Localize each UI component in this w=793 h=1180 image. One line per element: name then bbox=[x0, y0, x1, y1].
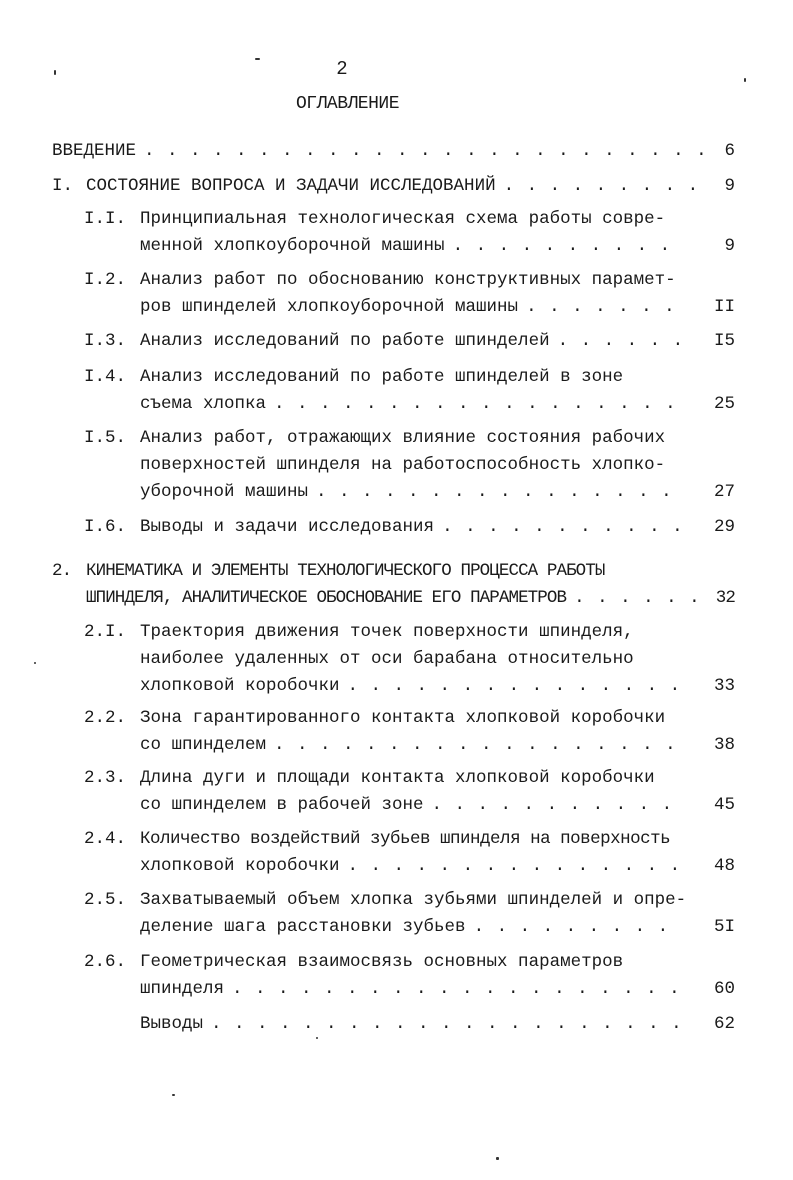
toc-chapter-2 bbox=[52, 558, 735, 612]
toc-section-1-4 bbox=[84, 364, 735, 418]
toc-section-1-5 bbox=[84, 425, 735, 506]
section-title-line: Захватываемый объем хлопка зубьями шпинделей и опре- bbox=[140, 890, 687, 910]
toc-section-1-6 bbox=[84, 514, 735, 541]
section-page: I5 bbox=[713, 331, 735, 351]
section-number: 2.4. bbox=[84, 829, 127, 849]
toc-line bbox=[140, 233, 680, 260]
section-title-line: Геометрическая взаимосвязь основных параметров bbox=[140, 952, 624, 972]
chapter-title-line: КИНЕМАТИКА И ЭЛЕМЕНТЫ ТЕХНОЛОГИЧЕСКОГО ПРОЦЕССА РАБОТЫ bbox=[86, 561, 605, 581]
section-title-line: поверхностей шпинделя на работоспособность хлопко- bbox=[140, 455, 666, 475]
section-number: I.I. bbox=[84, 209, 127, 229]
section-title-line: деление шага расстановки зубьев bbox=[140, 917, 466, 937]
dot-leader bbox=[348, 853, 680, 880]
dot-leader bbox=[474, 914, 680, 941]
section-title-line: Длина дуги и площади контакта хлопковой коробочки bbox=[140, 768, 655, 788]
section-title-line: наиболее удаленных от оси барабана относительно bbox=[140, 649, 634, 669]
toc-entry-label: ВВЕДЕНИЕ bbox=[52, 141, 137, 161]
dot-leader bbox=[232, 976, 680, 1003]
dot-leader bbox=[211, 1011, 680, 1038]
section-page: 27 bbox=[713, 482, 735, 502]
scan-speck bbox=[54, 70, 56, 75]
section-number: I.4. bbox=[84, 367, 127, 387]
chapter-number: I. bbox=[52, 176, 74, 196]
section-page: 29 bbox=[713, 517, 735, 537]
section-title-line: шпинделя bbox=[140, 979, 225, 999]
section-number: I.3. bbox=[84, 331, 127, 351]
section-number: I.5. bbox=[84, 428, 127, 448]
section-title-line: Выводы и задачи исследования bbox=[140, 517, 435, 537]
toc-line bbox=[140, 853, 680, 880]
toc-line bbox=[140, 294, 680, 321]
toc-section-2-4 bbox=[84, 826, 735, 880]
section-number: 2.6. bbox=[84, 952, 127, 972]
dot-leader bbox=[442, 514, 680, 541]
section-number: 2.2. bbox=[84, 708, 127, 728]
scan-speck bbox=[496, 1157, 499, 1160]
toc-section-2-1 bbox=[84, 619, 735, 700]
chapter-number: 2. bbox=[52, 561, 72, 581]
toc-entry-intro bbox=[52, 138, 735, 165]
toc-line bbox=[140, 914, 680, 941]
dot-leader bbox=[453, 233, 680, 260]
toc-line bbox=[140, 792, 680, 819]
section-title-line: Анализ работ, отражающих влияние состояния рабочих bbox=[140, 428, 666, 448]
toc-section-2-3 bbox=[84, 765, 735, 819]
toc-line bbox=[140, 391, 680, 418]
section-title-line: менной хлопкоуборочной машины bbox=[140, 236, 445, 256]
section-number: I.6. bbox=[84, 517, 127, 537]
section-title-line: Анализ исследований по работе шпинделей bbox=[140, 331, 550, 351]
toc-entry-page: 6 bbox=[724, 141, 735, 161]
section-page: 60 bbox=[713, 979, 735, 999]
section-number: I.2. bbox=[84, 270, 127, 290]
toc-section-1-3 bbox=[84, 328, 735, 355]
dot-leader bbox=[274, 391, 680, 418]
section-title-line: со шпинделем bbox=[140, 735, 267, 755]
chapter-page: 9 bbox=[724, 176, 735, 196]
toc-line bbox=[140, 976, 680, 1003]
section-page: II bbox=[713, 297, 735, 317]
toc-entry-conclusions bbox=[84, 1011, 735, 1038]
dot-leader bbox=[316, 479, 680, 506]
section-page: 38 bbox=[713, 735, 735, 755]
section-title-line: Анализ работ по обоснованию конструктивных парамет- bbox=[140, 270, 676, 290]
toc-line bbox=[140, 673, 680, 700]
toc-chapter-1 bbox=[52, 173, 735, 200]
section-title-line: уборочной машины bbox=[140, 482, 309, 502]
dot-leader bbox=[526, 294, 680, 321]
section-number: 2.I. bbox=[84, 622, 127, 642]
dot-leader bbox=[432, 792, 680, 819]
toc-line bbox=[52, 138, 707, 165]
chapter-title-line: ШПИНДЕЛЯ, АНАЛИТИЧЕСКОЕ ОБОСНОВАНИЕ ЕГО ПАРАМЕТРОВ bbox=[86, 588, 567, 608]
dot-leader bbox=[504, 173, 707, 200]
section-page: 45 bbox=[713, 795, 735, 815]
section-title-line: Принципиальная технологическая схема работы совре- bbox=[140, 209, 666, 229]
section-page: 5I bbox=[713, 917, 735, 937]
toc-line bbox=[140, 732, 680, 759]
scan-speck bbox=[255, 58, 260, 60]
toc-line bbox=[140, 514, 680, 541]
conclusions-page: 62 bbox=[713, 1014, 735, 1034]
section-page: 48 bbox=[713, 856, 735, 876]
scan-speck bbox=[34, 662, 36, 664]
section-title-line: хлопковой коробочки bbox=[140, 676, 340, 696]
toc-line bbox=[140, 1011, 680, 1038]
section-title-line: Траектория движения точек поверхности шпинделя, bbox=[140, 622, 634, 642]
section-title-line: ров шпинделей хлопкоуборочной машины bbox=[140, 297, 519, 317]
scan-speck bbox=[744, 78, 746, 82]
dot-leader bbox=[574, 585, 707, 612]
section-number: 2.3. bbox=[84, 768, 127, 788]
toc-section-2-5 bbox=[84, 887, 735, 941]
toc-line bbox=[140, 328, 680, 355]
section-number: 2.5. bbox=[84, 890, 127, 910]
section-title-line: съема хлопка bbox=[140, 394, 267, 414]
toc-line bbox=[86, 585, 707, 612]
toc-line bbox=[86, 173, 707, 200]
section-title-line: со шпинделем в рабочей зоне bbox=[140, 795, 424, 815]
conclusions-label: Выводы bbox=[140, 1014, 204, 1034]
toc-line bbox=[140, 479, 680, 506]
scan-speck bbox=[172, 1094, 175, 1096]
section-page: 33 bbox=[713, 676, 735, 696]
toc-section-2-6 bbox=[84, 949, 735, 1003]
dot-leader bbox=[348, 673, 680, 700]
toc-section-2-2 bbox=[84, 705, 735, 759]
dot-leader bbox=[144, 138, 707, 165]
section-title-line: Количество воздействий зубьев шпинделя на поверхность bbox=[140, 829, 671, 849]
section-title-line: Зона гарантированного контакта хлопковой коробочки bbox=[140, 708, 666, 728]
toc-section-1-2 bbox=[84, 267, 735, 321]
toc-title: ОГЛАВЛЕНИЕ bbox=[296, 94, 400, 114]
section-page: 25 bbox=[713, 394, 735, 414]
section-title-line: хлопковой коробочки bbox=[140, 856, 340, 876]
dot-leader bbox=[274, 732, 680, 759]
toc-section-1-1 bbox=[84, 206, 735, 260]
chapter-page: 32 bbox=[715, 588, 735, 608]
scan-speck bbox=[316, 1037, 318, 1039]
dot-leader bbox=[558, 328, 680, 355]
chapter-title: СОСТОЯНИЕ ВОПРОСА И ЗАДАЧИ ИССЛЕДОВАНИЙ bbox=[86, 176, 496, 196]
section-title-line: Анализ исследований по работе шпинделей в зоне bbox=[140, 367, 624, 387]
section-page: 9 bbox=[724, 236, 735, 256]
page-number: 2 bbox=[336, 58, 348, 80]
